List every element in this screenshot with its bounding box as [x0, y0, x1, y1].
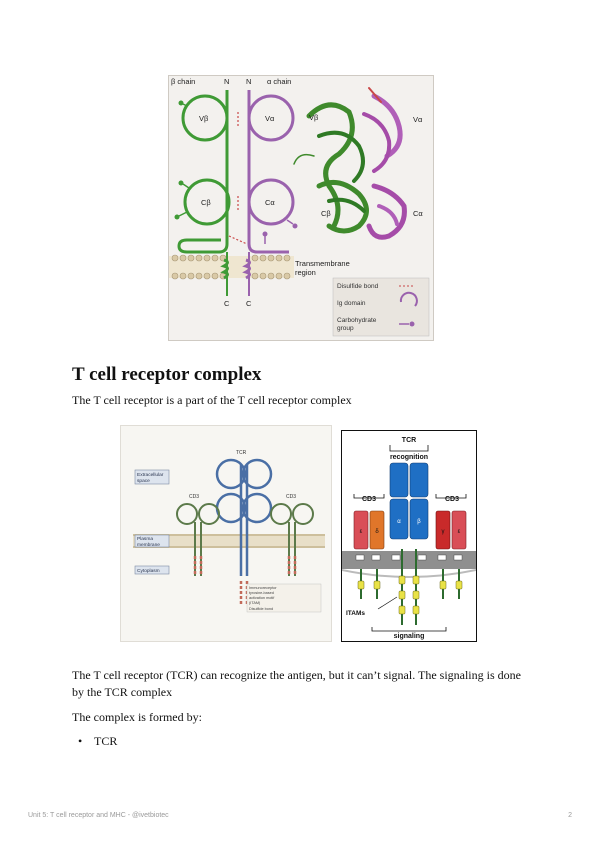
beta-chain-label: β chain: [171, 77, 196, 86]
legend-disulfide: Disulfide bond: [337, 283, 379, 290]
c-alpha-label: Cα: [265, 198, 275, 207]
itam-legend-4: (ITAM): [249, 601, 261, 605]
page-number: 2: [568, 812, 572, 819]
itam-legend-1: Immunoreceptor: [249, 586, 277, 590]
cd3-right-schematic: CD3: [286, 494, 297, 500]
epsilon-right-label: ε: [457, 529, 461, 535]
c-beta-ribbon-label: Cβ: [321, 209, 331, 218]
tcr-structure-svg: [169, 76, 433, 340]
plasma-label-1: Plasma: [137, 537, 153, 542]
legend-carbohydrate-1: Carbohydrate: [337, 317, 377, 324]
tcr-complex-schematic-svg: [121, 426, 331, 641]
tcr-complex-diagram-svg: [342, 431, 476, 641]
tcr-complex-diagram: [341, 430, 477, 642]
list-item: • TCR: [78, 734, 117, 749]
cd3-left-schematic: CD3: [189, 494, 200, 500]
itams-label: ITAMs: [346, 610, 366, 617]
itam-legend-2: tyrosine-based: [249, 591, 274, 595]
epsilon-left-label: ε: [359, 529, 363, 535]
n-terminus-beta: N: [224, 77, 230, 86]
legend-carbohydrate-2: group: [337, 325, 354, 332]
v-alpha-label: Vα: [265, 114, 275, 123]
gamma-label: γ: [441, 529, 445, 535]
tcr-label: TCR: [401, 437, 417, 444]
region-label: region: [295, 268, 316, 277]
membrane-bilayer: [169, 255, 294, 279]
footer-text: Unit 5: T cell receptor and MHC - @ivetbiotec: [28, 812, 169, 819]
v-beta-ribbon-label: Vβ: [309, 113, 319, 122]
delta-label: δ: [375, 529, 379, 535]
complex-paragraph: The complex is formed by:: [72, 710, 202, 724]
transmembrane-label: Transmembrane: [295, 259, 350, 268]
recognition-label: recognition: [389, 454, 429, 461]
intro-paragraph: The T cell receptor is a part of the T cell receptor complex: [72, 393, 352, 407]
signaling-label: signaling: [393, 633, 425, 640]
figure1-legend: [333, 278, 429, 336]
c-alpha-ribbon-label: Cα: [413, 209, 423, 218]
c-terminus-alpha: C: [246, 299, 252, 308]
alpha-label: α: [397, 519, 401, 525]
itam-legend-3: activation motif: [249, 596, 275, 600]
tcr-complex-schematic: [120, 425, 332, 642]
legend-ig-domain: Ig domain: [337, 300, 366, 307]
c-beta-label: Cβ: [201, 198, 211, 207]
extracellular-label-2: space: [137, 479, 150, 484]
alpha-chain-label: α chain: [267, 77, 292, 86]
v-beta-label: Vβ: [199, 114, 209, 123]
section-heading: T cell receptor complex: [72, 364, 262, 385]
disulfide-legend-schematic: Disulfide bond: [249, 607, 274, 611]
v-alpha-ribbon-label: Vα: [413, 115, 423, 124]
plasma-label-2: membrane: [137, 543, 160, 548]
cytoplasm-label: Cytoplasm: [137, 569, 160, 574]
cd3-left-label: CD3: [361, 496, 377, 503]
extracellular-label-1: Extracellular: [137, 473, 164, 478]
beta-label: β: [417, 519, 421, 525]
complex-components-list: [78, 734, 117, 749]
cd3-right-label: CD3: [444, 496, 460, 503]
c-terminus-beta: C: [224, 299, 230, 308]
signaling-paragraph: The T cell receptor (TCR) can recognize the antigen, but it can’t signal. The signaling is done by the TCR complex: [72, 668, 521, 699]
tcr-structure-figure: [168, 75, 434, 341]
ribbon-structure: [294, 88, 404, 237]
tcr-label-schematic: TCR: [236, 450, 247, 456]
n-terminus-alpha: N: [246, 77, 252, 86]
